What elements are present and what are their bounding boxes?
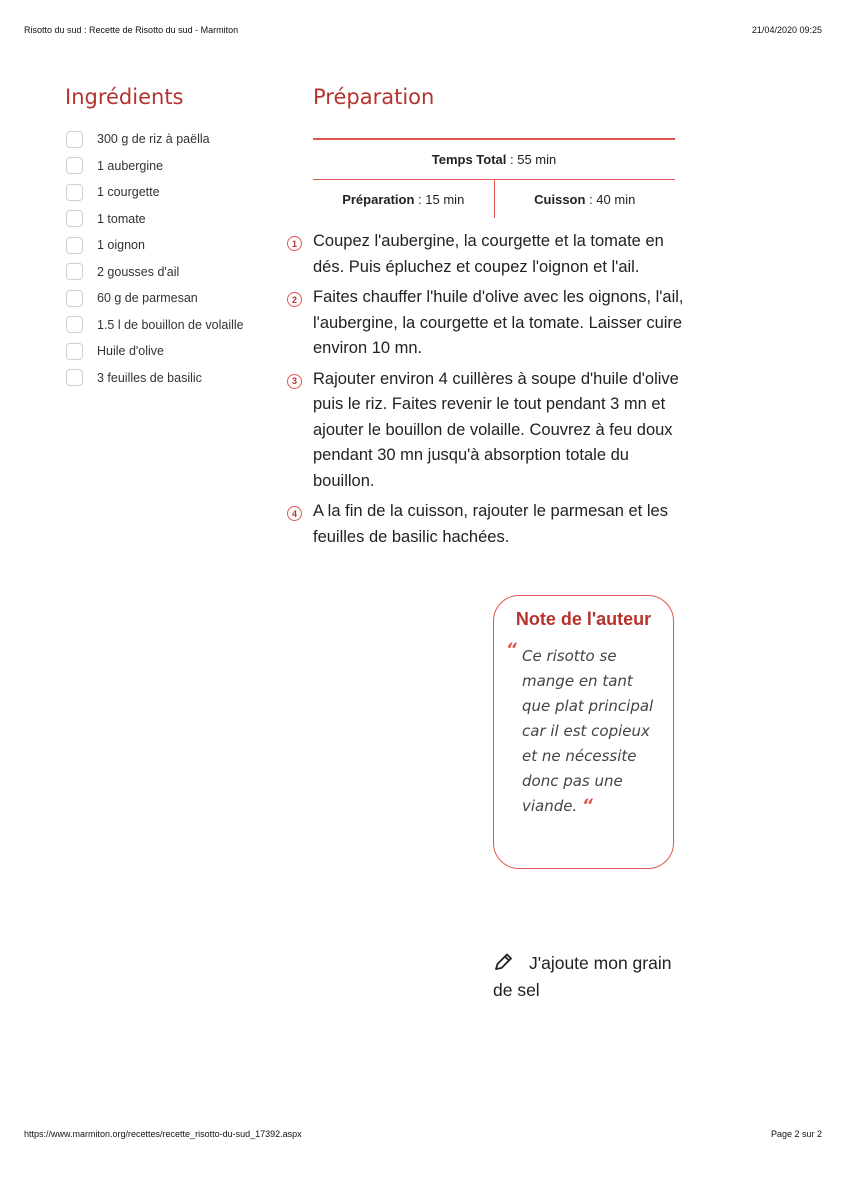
ingredient-item[interactable]: [66, 285, 244, 312]
ingredient-label: 1 aubergine: [97, 158, 164, 173]
author-note-text: Ce risotto se mange en tant que plat principal car il est copieux et ne nécessite donc pas une viande.: [522, 647, 654, 815]
step-item: [287, 499, 687, 550]
close-quote-icon: “: [582, 796, 593, 816]
step-number: 2: [287, 292, 302, 307]
print-footer: [24, 1129, 822, 1139]
add-comment-link[interactable]: [493, 950, 673, 1004]
ingredient-item[interactable]: [66, 126, 244, 153]
ingredient-item[interactable]: [66, 338, 244, 365]
preparation-steps: [287, 229, 687, 555]
step-item: [287, 229, 687, 280]
print-title: Risotto du sud : Recette de Risotto du sud - Marmiton: [24, 25, 239, 35]
cook-time-value: 40 min: [596, 191, 636, 207]
step-text: A la fin de la cuisson, rajouter le parmesan et les feuilles de basilic hachées.: [313, 502, 668, 546]
open-quote-icon: “: [506, 640, 517, 660]
ingredients-title: Ingrédients: [65, 85, 184, 109]
ingredient-list: [66, 126, 244, 391]
total-time: Temps Total : 55 min: [313, 138, 675, 180]
ingredient-item[interactable]: [66, 179, 244, 206]
ingredient-label: 2 gousses d'ail: [97, 264, 180, 279]
ingredient-checkbox[interactable]: [66, 131, 83, 148]
ingredient-item[interactable]: [66, 232, 244, 259]
page-number: Page 2 sur 2: [770, 1129, 822, 1139]
ingredient-label: 60 g de parmesan: [97, 291, 198, 306]
total-time-label: Temps Total: [431, 152, 507, 167]
ingredient-label: Huile d'olive: [97, 344, 165, 359]
ingredient-checkbox[interactable]: [66, 290, 83, 307]
ingredient-checkbox[interactable]: [66, 263, 83, 280]
ingredient-checkbox[interactable]: [66, 343, 83, 360]
cook-time: Cuisson : 40 min: [534, 191, 636, 207]
step-number: 4: [287, 506, 302, 521]
print-datetime: 21/04/2020 09:25: [751, 25, 822, 35]
ingredient-checkbox[interactable]: [66, 369, 83, 386]
ingredient-item[interactable]: [66, 153, 244, 180]
total-time-value: 55 min: [517, 152, 557, 167]
prep-time: Préparation : 15 min: [313, 180, 495, 218]
ingredient-checkbox[interactable]: [66, 157, 83, 174]
add-comment-label: J'ajoute mon grain de sel: [493, 953, 672, 1000]
cook-time-label: Cuisson: [534, 191, 586, 207]
ingredient-label: 1 oignon: [97, 238, 145, 253]
ingredient-checkbox[interactable]: [66, 237, 83, 254]
print-url: https://www.marmiton.org/recettes/recette_risotto-du-sud_17392.aspx: [24, 1129, 302, 1139]
ingredient-label: 300 g de riz à paëlla: [97, 132, 210, 147]
ingredient-item[interactable]: [66, 365, 244, 392]
prep-time-value: 15 min: [425, 191, 465, 207]
ingredient-label: 1.5 l de bouillon de volaille: [97, 317, 244, 332]
ingredient-checkbox[interactable]: [66, 210, 83, 227]
step-number: 3: [287, 374, 302, 389]
ingredient-label: 1 courgette: [97, 185, 160, 200]
preparation-title: Préparation: [313, 85, 435, 109]
author-note-body: [506, 640, 661, 819]
ingredient-checkbox[interactable]: [66, 184, 83, 201]
ingredient-item[interactable]: [66, 312, 244, 339]
author-note-title: Note de l'auteur: [515, 609, 652, 629]
step-text: Rajouter environ 4 cuillères à soupe d'huile d'olive puis le riz. Faites revenir le tout pendant 3 mn et ajouter le bouillon de volaille. Couvrez à feu doux pendant 30 mn jusqu'à absorption totale du bouillon.: [313, 369, 679, 490]
step-number: 1: [287, 236, 302, 251]
step-item: [287, 367, 687, 495]
author-note: [493, 595, 674, 869]
print-header: [24, 25, 822, 35]
step-text: Faites chauffer l'huile d'olive avec les oignons, l'ail, l'aubergine, la courgette et la tomate. Laisser cuire environ 10 mn.: [313, 288, 684, 357]
ingredient-item[interactable]: [66, 206, 244, 233]
prep-time-label: Préparation: [342, 191, 415, 207]
step-item: [287, 285, 687, 362]
ingredient-item[interactable]: [66, 259, 244, 286]
ingredient-label: 1 tomate: [97, 211, 146, 226]
time-summary: [313, 138, 675, 218]
pencil-icon: [493, 952, 515, 972]
ingredient-label: 3 feuilles de basilic: [97, 370, 202, 385]
ingredient-checkbox[interactable]: [66, 316, 83, 333]
step-text: Coupez l'aubergine, la courgette et la tomate en dés. Puis épluchez et coupez l'oignon et l'ail.: [313, 232, 664, 276]
